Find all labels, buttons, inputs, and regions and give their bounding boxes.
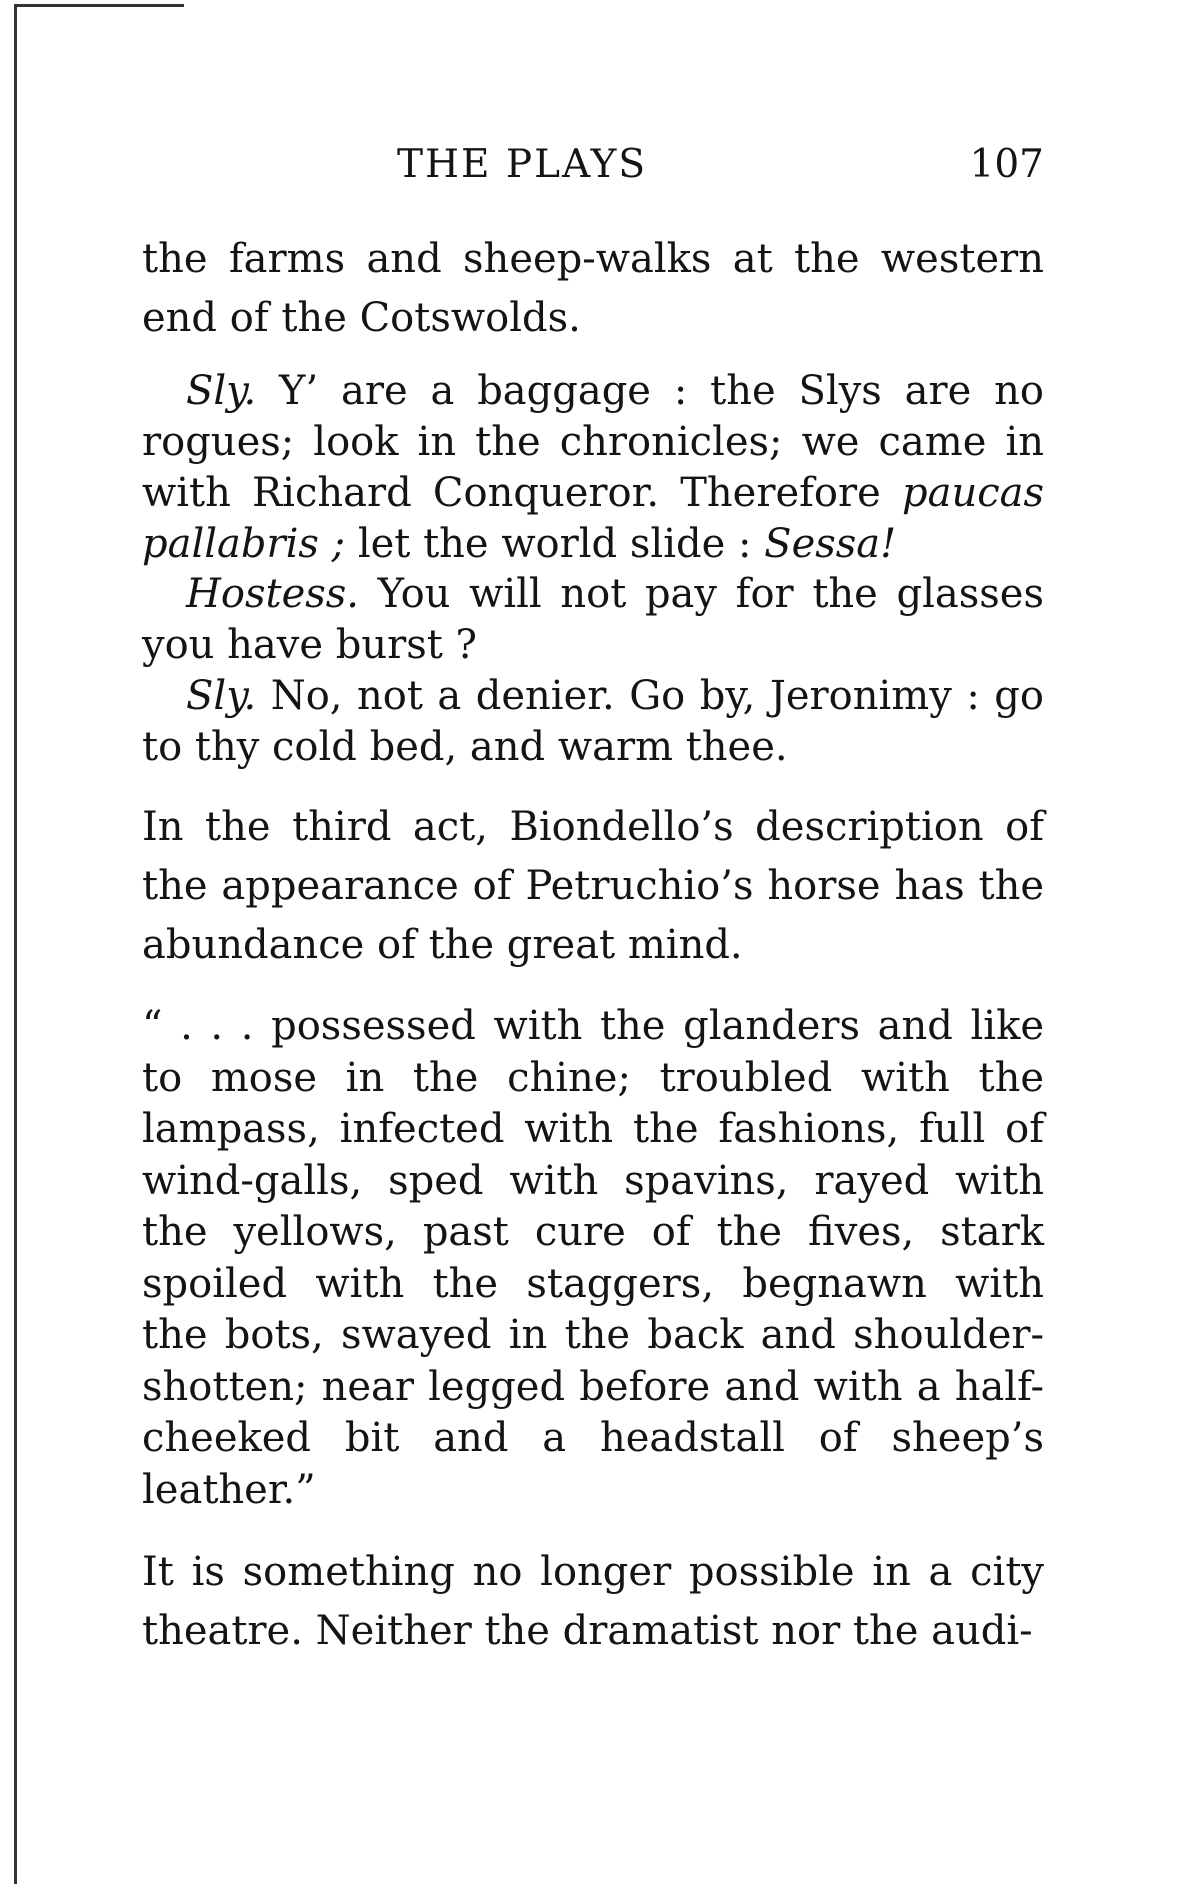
paragraph-1: the farms and sheep-walks at the western end of the Cotswolds. xyxy=(142,236,1044,341)
page-number: 107 xyxy=(969,142,1044,187)
quoted-passage: “ . . . possessed with the glanders and like to mose in the chine; troubled with the lampass, infected with the fashions, full of wind-galls, sped with spavins, rayed with the yellows, past cure of the fives, stark spoiled with the staggers, begnawn with the bots, swayed in the back and shoulder-shotten; near legged before and with a half-cheeked bit and a headstall of sheep’s leather.” xyxy=(142,1003,1044,1513)
running-head: THE PLAYS xyxy=(396,142,648,187)
exclamation: Sessa! xyxy=(764,521,897,567)
page-corner-line xyxy=(14,4,184,7)
speaker-name: Hostess. xyxy=(186,571,360,617)
page-header xyxy=(142,142,1044,192)
speech-text: Y’ are a baggage : the Slys are no rogues; look in the chronicles; we came in with Richard Conqueror. Therefore xyxy=(142,368,1044,516)
paragraph-3: It is something no longer possible in a city theatre. Neither the dramatist nor the audi- xyxy=(142,1549,1044,1654)
speech-sly-2 xyxy=(142,671,1044,773)
speech-text: You will not pay for the glasses you have burst ? xyxy=(142,571,1044,668)
speaker-name: Sly. xyxy=(186,673,257,719)
page-edge-line xyxy=(14,4,17,1884)
speech-text: No, not a denier. Go by, Jeronimy : go to thy cold bed, and warm thee. xyxy=(142,673,1044,770)
paragraph-2: In the third act, Biondello’s description of the appearance of Petruchio’s horse has the abundance of the great mind. xyxy=(142,804,1044,968)
speech-text: let the world slide : xyxy=(345,521,765,567)
speech-hostess xyxy=(142,569,1044,671)
speech-sly-1 xyxy=(142,366,1044,570)
speaker-name: Sly. xyxy=(186,368,257,414)
latin-phrase: paucas pallabris ; xyxy=(142,470,1044,567)
